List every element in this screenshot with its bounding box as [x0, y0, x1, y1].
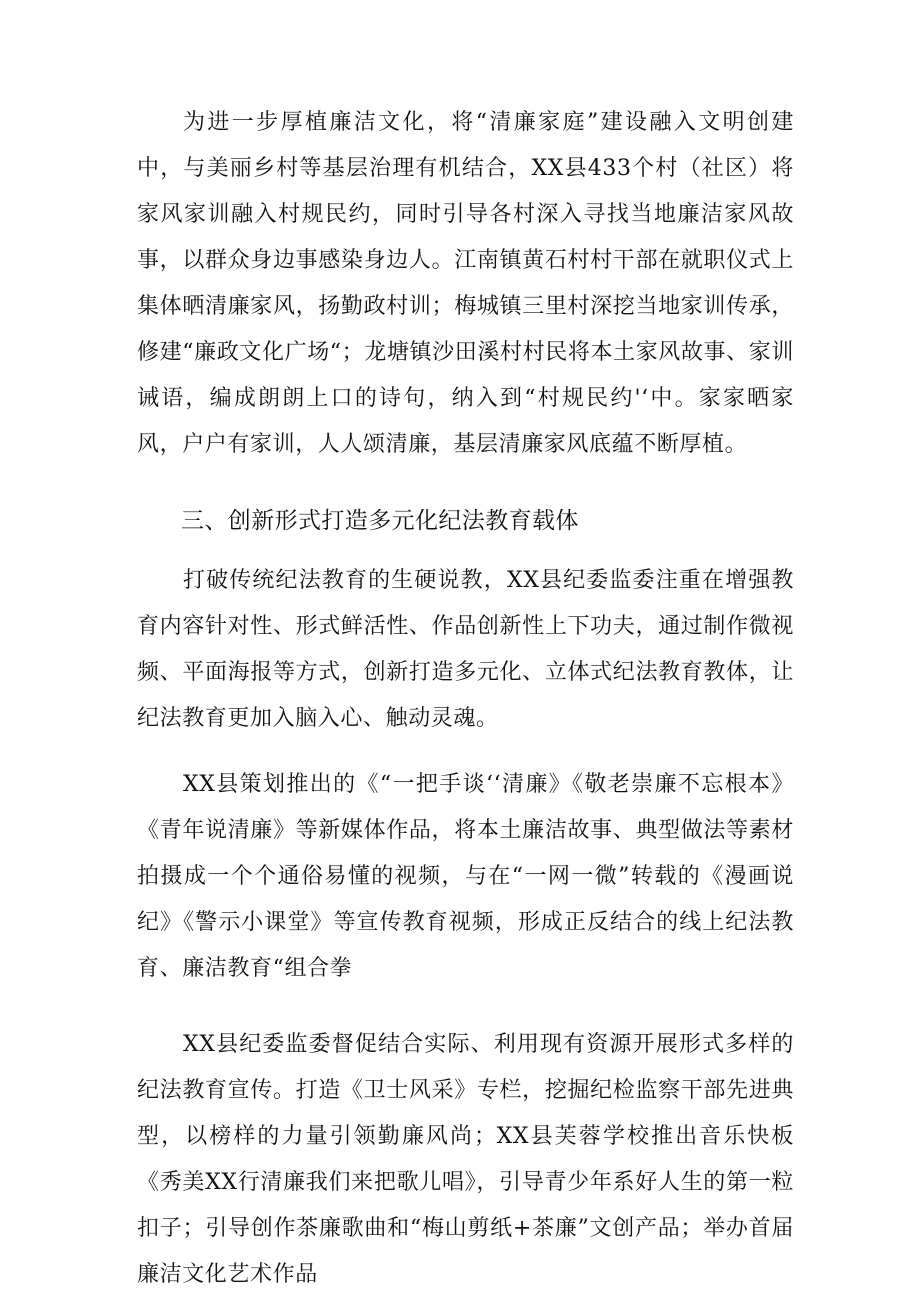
body-paragraph-education-carrier: 打破传统纪法教育的生硬说教，XX县纪委监委注重在增强教育内容针对性、形式鲜活性、作品创新性上下功夫，通过制作微视频、平面海报等方式，创新打造多元化、立体式纪法教育教体，让纪法教育更加入脑入心、触动灵魂。 [137, 568, 794, 731]
body-paragraph-publicity: XX县纪委监委督促结合实际、利用现有资源开展形式多样的纪法教育宣传。打造《卫士风采》专栏，挖掘纪检监察干部先进典型，以榜样的力量引领勤廉风尚；XX县芙蓉学校推出音乐快板《秀美XX行清廉我们来把歌儿唱》，引导青少年系好人生的第一粒扣子；引导创作茶廉歌曲和“梅山剪纸+茶廉”文创产品；举办首届廉洁文化艺术作品 [137, 1032, 794, 1287]
section-heading-3: 三、创新形式打造多元化纪法教育载体 [181, 508, 579, 534]
body-paragraph-new-media: XX县策划推出的《“一把手谈‘‘清廉》《敬老崇廉不忘根本》《青年说清廉》等新媒体作品，将本土廉洁故事、典型做法等素材拍摄成一个个通俗易懂的视频，与在“一网一微”转载的《漫画说纪》《警示小课堂》等宣传教育视频，形成正反结合的线上纪法教育、廉洁教育“组合拳 [137, 772, 794, 981]
body-paragraph-clean-family: 为进一步厚植廉洁文化，将“清廉家庭”建设融入文明创建中，与美丽乡村等基层治理有机结合，XX县433个村（社区）将家风家训融入村规民约，同时引导各村深入寻找当地廉洁家风故事，以群众身边事感染身边人。江南镇黄石村村干部在就职仪式上集体晒清廉家风，扬勤政村训；梅城镇三里村深挖当地家训传承，修建“廉政文化广场“；龙塘镇沙田溪村村民将本土家风故事、家训诫语，编成朗朗上口的诗句，纳入到“村规民约'‘中。家家晒家风，户户有家训，人人颂清廉，基层清廉家风底蕴不断厚植。 [137, 110, 794, 457]
